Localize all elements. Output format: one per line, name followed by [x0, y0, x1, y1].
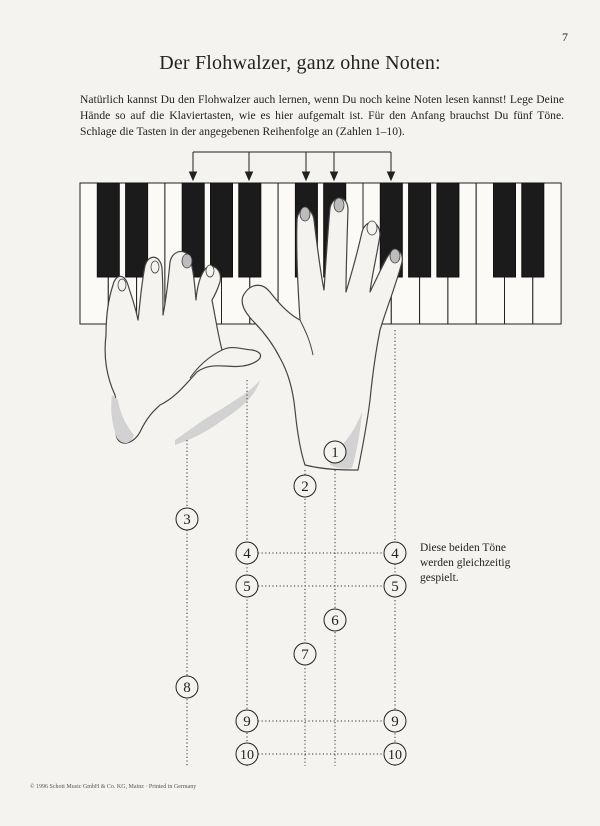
step-number: 2 [301, 479, 309, 495]
step-circle [384, 743, 406, 765]
black-key [494, 183, 516, 277]
step-number: 7 [301, 647, 309, 663]
black-key [409, 183, 431, 277]
step-circle [294, 475, 316, 497]
page-title: Der Flohwalzer, ganz ohne Noten: [159, 52, 441, 74]
step-number: 1 [331, 445, 339, 461]
step-circle [176, 676, 198, 698]
step-number: 4 [243, 546, 251, 562]
black-key [97, 183, 119, 277]
page-number: 7 [562, 30, 568, 44]
step-number: 4 [391, 546, 399, 562]
copyright-footer: © 1996 Schott Music GmbH & Co. KG, Mainz · Printed in Germany [30, 784, 197, 790]
step-number: 3 [183, 512, 191, 528]
step-circle [236, 710, 258, 732]
step-circle [384, 710, 406, 732]
step-number: 9 [391, 714, 399, 730]
step-number: 5 [243, 579, 251, 595]
black-key [211, 183, 233, 277]
step-number: 5 [391, 579, 399, 595]
intro-paragraph: Natürlich kannst Du den Flohwalzer auch lernen, wenn Du noch keine Noten lesen kannst! Lege Deine Hände so auf die Klaviertasten, wie es hier aufgemalt ist. Für den Anfang brauchst Du fünf Töne. Schlage die Tasten in der angegebenen Reihenfolge an (Zahlen 1–10). [80, 93, 564, 138]
step-circle [324, 441, 346, 463]
step-circle [236, 542, 258, 564]
step-number: 9 [243, 714, 251, 730]
step-circle [236, 575, 258, 597]
step-number: 6 [331, 613, 339, 629]
step-number: 10 [240, 748, 254, 763]
step-number: 8 [183, 680, 191, 696]
step-circle [176, 508, 198, 530]
black-key [437, 183, 459, 277]
black-key [239, 183, 261, 277]
step-circle [384, 542, 406, 564]
black-key [522, 183, 544, 277]
step-number: 10 [388, 748, 402, 763]
step-sequence [176, 441, 406, 765]
step-circle [236, 743, 258, 765]
step-circle [294, 643, 316, 665]
key-bracket [190, 152, 395, 180]
step-circle [324, 609, 346, 631]
black-key [126, 183, 148, 277]
simultaneous-note: Diese beiden Töne werden gleichzeitig gespielt. [420, 542, 511, 584]
step-circle [384, 575, 406, 597]
